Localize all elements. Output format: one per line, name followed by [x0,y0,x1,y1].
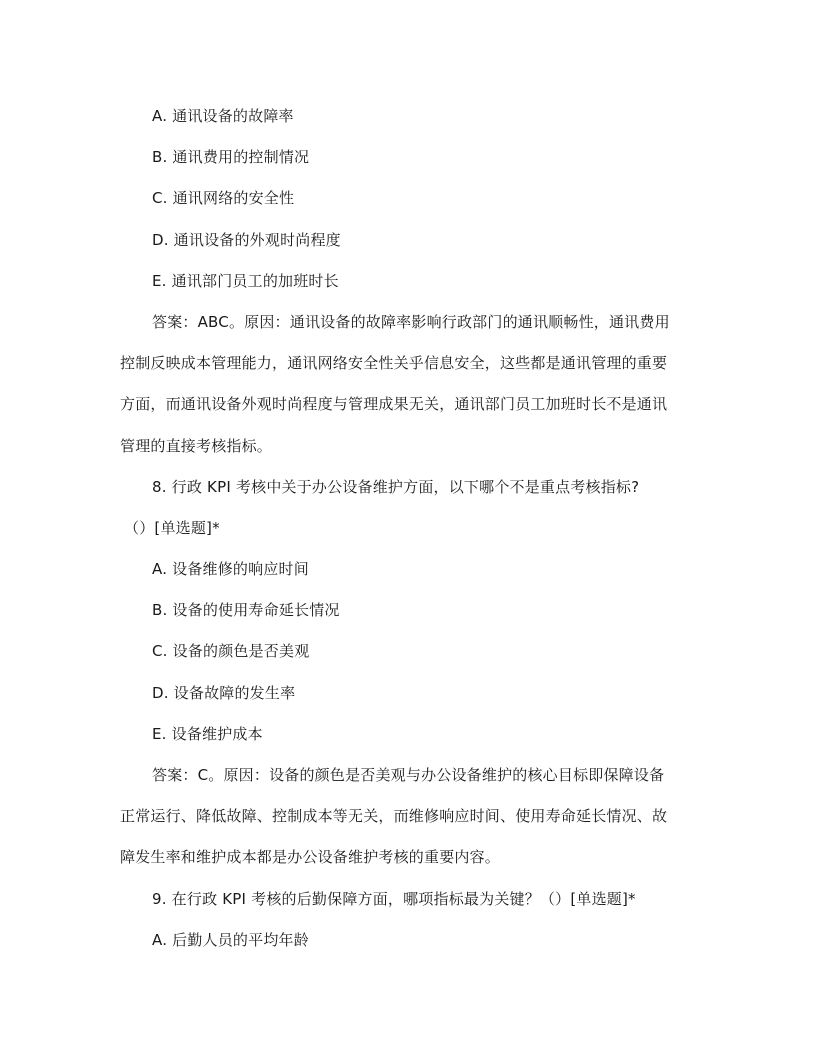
q7-option-c: C. 通讯网络的安全性 [152,189,295,208]
q7-answer-line-2: 控制反映成本管理能力，通讯网络安全性关乎信息安全，这些都是通讯管理的重要 [120,354,668,373]
q8-answer-line-2: 正常运行、降低故障、控制成本等无关，而维修响应时间、使用寿命延长情况、故 [120,807,668,826]
q9-question-line-1: 9. 在行政 KPI 考核的后勤保障方面，哪项指标最为关键？（）[单选题]* [152,889,636,908]
q7-answer-line-3: 方面，而通讯设备外观时尚程度与管理成果无关，通讯部门员工加班时长不是通讯 [120,395,668,414]
q7-answer-line-4: 管理的直接考核指标。 [120,436,273,455]
document-body [120,96,700,961]
q8-option-b: B. 设备的使用寿命延长情况 [152,601,340,620]
q7-answer-line-1: 答案：ABC。原因：通讯设备的故障率影响行政部门的通讯顺畅性，通讯费用 [152,312,670,331]
q9-option-a: A. 后勤人员的平均年龄 [152,930,309,949]
q8-question-line-1: 8. 行政 KPI 考核中关于办公设备维护方面，以下哪个不是重点考核指标? [152,477,640,496]
q8-answer-line-3: 障发生率和维护成本都是办公设备维护考核的重要内容。 [120,848,501,867]
q7-option-b: B. 通讯费用的控制情况 [152,148,310,167]
q8-option-a: A. 设备维修的响应时间 [152,560,309,579]
q8-answer-line-1: 答案：C。原因：设备的颜色是否美观与办公设备维护的核心目标即保障设备 [152,766,665,784]
q7-option-d: D. 通讯设备的外观时尚程度 [152,230,341,249]
q7-option-e: E. 通讯部门员工的加班时长 [152,271,339,290]
q8-option-e: E. 设备维护成本 [152,724,263,743]
q8-question-line-2: （）[单选题]* [124,518,220,537]
q8-option-c: C. 设备的颜色是否美观 [152,642,310,661]
q8-option-d: D. 设备故障的发生率 [152,683,296,702]
q7-option-a: A. 通讯设备的故障率 [152,107,294,125]
